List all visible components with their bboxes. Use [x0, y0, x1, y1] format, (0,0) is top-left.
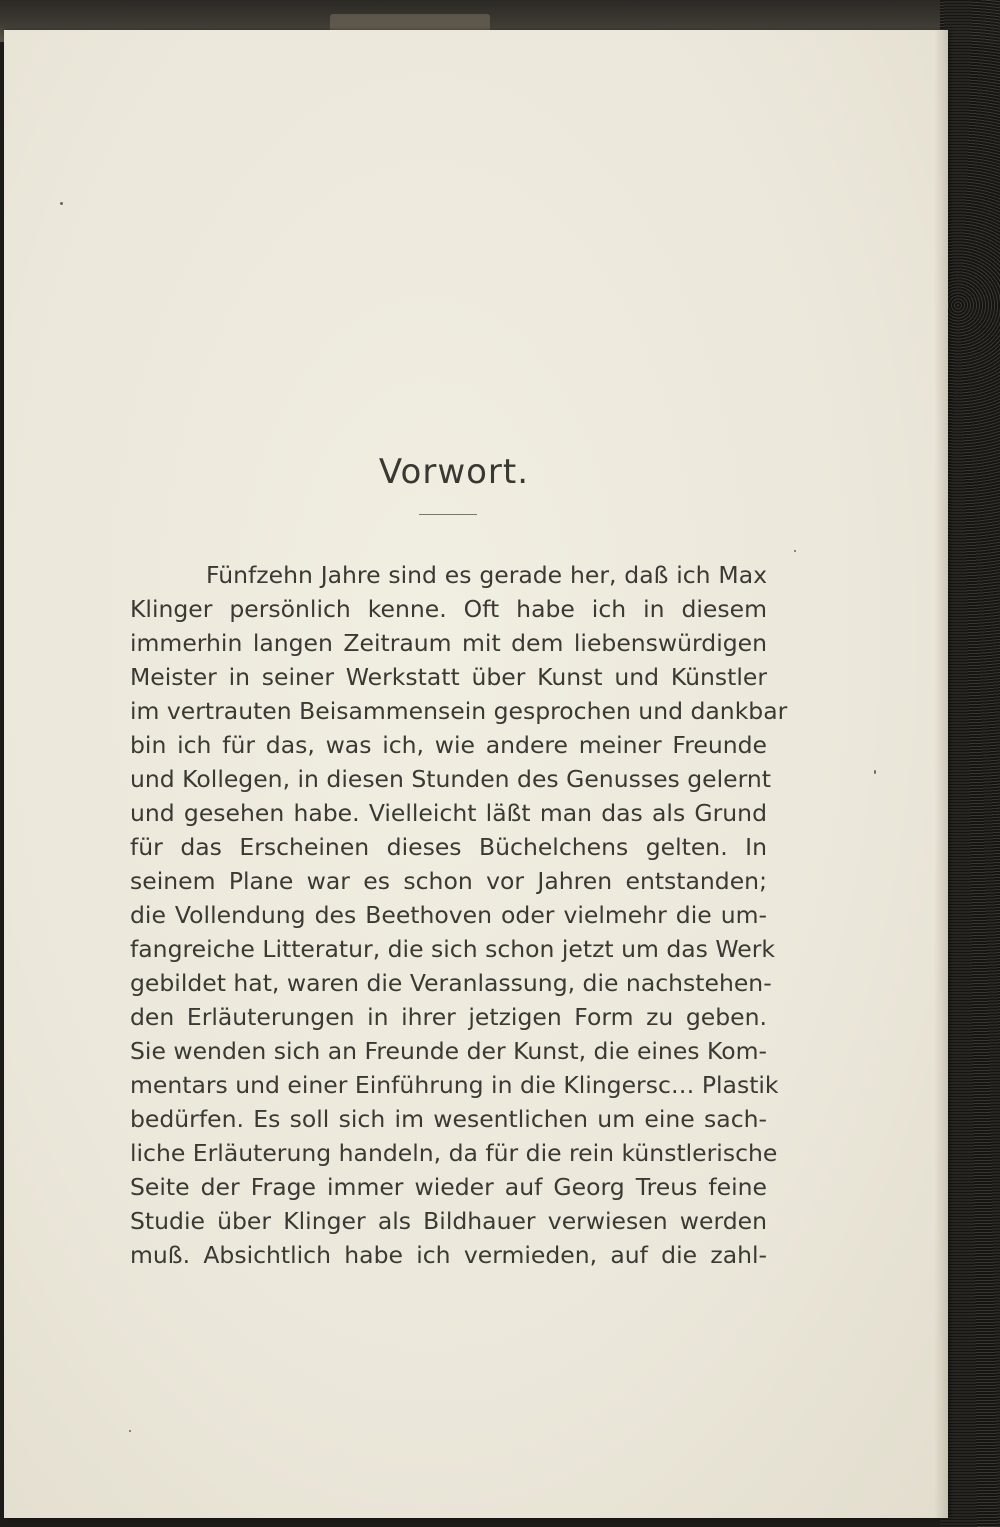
text-line: Fünfzehn Jahre sind es gerade her, daß ich Max — [206, 561, 767, 589]
text-line last: muß. Absichtlich habe ich vermieden, auf die zahl- — [130, 1241, 767, 1269]
text-line: die Vollendung des Beethoven oder vielmehr die um- — [130, 901, 767, 929]
text-line: für das Erscheinen dieses Büchelchens gelten. In — [130, 833, 767, 861]
text-line: bin ich für das, was ich, wie andere meiner Freunde — [130, 731, 767, 759]
text-line: und Kollegen, in diesen Stunden des Genusses gelernt — [130, 765, 771, 793]
text-line: im vertrauten Beisammensein gesprochen und dankbar — [130, 697, 788, 725]
text-line: immerhin langen Zeitraum mit dem liebenswürdigen — [130, 629, 767, 657]
text-line: liche Erläuterung handeln, da für die rein künstlerische — [130, 1139, 778, 1167]
heading-rule — [419, 514, 477, 515]
paper-speck — [874, 770, 876, 774]
paper-speck — [60, 202, 63, 205]
text-line: Klinger persönlich kenne. Oft habe ich in diesem — [130, 595, 767, 623]
text-line: und gesehen habe. Vielleicht läßt man das als Grund — [130, 799, 767, 827]
page-fold-shadow — [934, 30, 948, 1518]
text-line: mentars und einer Einführung in die Klingersc… Plastik — [130, 1071, 779, 1099]
page-heading: Vorwort. — [378, 452, 530, 492]
paper-speck — [129, 1430, 131, 1432]
foreword-paragraph — [130, 558, 788, 1272]
text-line: Studie über Klinger als Bildhauer verwiesen werden — [130, 1207, 767, 1235]
paper-speck — [794, 550, 796, 552]
text-line: Sie wenden sich an Freunde der Kunst, die eines Kom- — [130, 1037, 767, 1065]
text-line: fangreiche Litteratur, die sich schon jetzt um das Werk — [130, 935, 775, 963]
text-line: seinem Plane war es schon vor Jahren entstanden; — [130, 867, 767, 895]
book-page — [4, 30, 948, 1518]
text-line: den Erläuterungen in ihrer jetzigen Form zu geben. — [130, 1003, 767, 1031]
book-cover-edge — [940, 0, 1000, 1527]
text-line: bedürfen. Es soll sich im wesentlichen um eine sach- — [130, 1105, 767, 1133]
text-line: Meister in seiner Werkstatt über Kunst und Künstler — [130, 663, 767, 691]
text-line: Seite der Frage immer wieder auf Georg Treus feine — [130, 1173, 767, 1201]
text-line: gebildet hat, waren die Veranlassung, die nachstehen- — [130, 969, 772, 997]
